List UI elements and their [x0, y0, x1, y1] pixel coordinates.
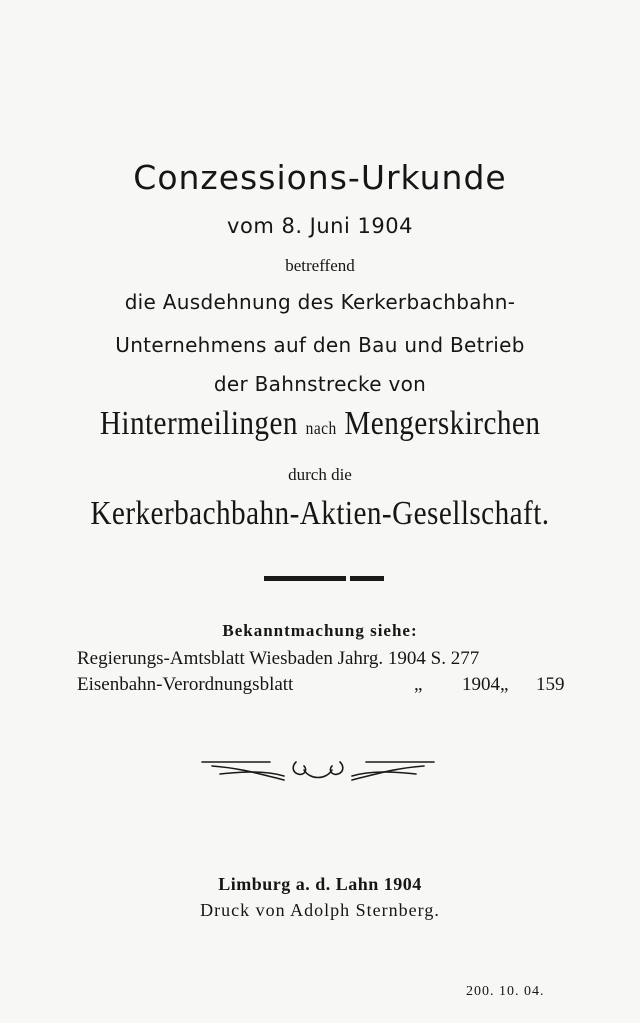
imprint-printer: Druck von Adolph Sternberg. — [200, 900, 440, 920]
imprint-place: Limburg a. d. Lahn 1904 — [218, 874, 422, 894]
reference-2-year: 1904 — [462, 674, 500, 695]
document-date: vom 8. Juni 1904 — [227, 214, 413, 238]
betreffend-text: betreffend — [285, 256, 355, 275]
reference-2-name: Eisenbahn-Verordnungsblatt — [77, 674, 294, 695]
route-nach: nach — [305, 418, 337, 438]
company-name: Kerkerbachbahn-Aktien-Gesellschaft. — [90, 495, 550, 532]
subject-line-2: Unternehmens auf den Bau und Betrieb — [115, 333, 525, 357]
durch-die-text: durch die — [288, 465, 352, 484]
reference-1: Regierungs-Amtsblatt Wiesbaden Jahrg. 1904 S. 277 — [77, 648, 480, 669]
ornament-divider-icon — [200, 752, 436, 786]
route-from: Hintermeilingen — [99, 405, 298, 442]
reference-2-page: 159 — [536, 674, 565, 695]
divider-rule — [264, 576, 384, 581]
route-line — [0, 405, 640, 443]
reference-2-ditto: „ — [414, 674, 423, 695]
reference-2-ditto-2: „ — [500, 674, 509, 695]
subject-line-1: die Ausdehnung des Kerkerbachbahn- — [124, 290, 516, 314]
company-line — [0, 495, 640, 533]
subject-line-3: der Bahnstrecke von — [213, 372, 427, 396]
announcement-heading: Bekanntmachung siehe: — [222, 621, 418, 640]
document-title: Conzessions-Urkunde — [133, 158, 507, 197]
route-to: Mengerskirchen — [344, 405, 541, 442]
print-code: 200. 10. 04. — [466, 984, 545, 999]
